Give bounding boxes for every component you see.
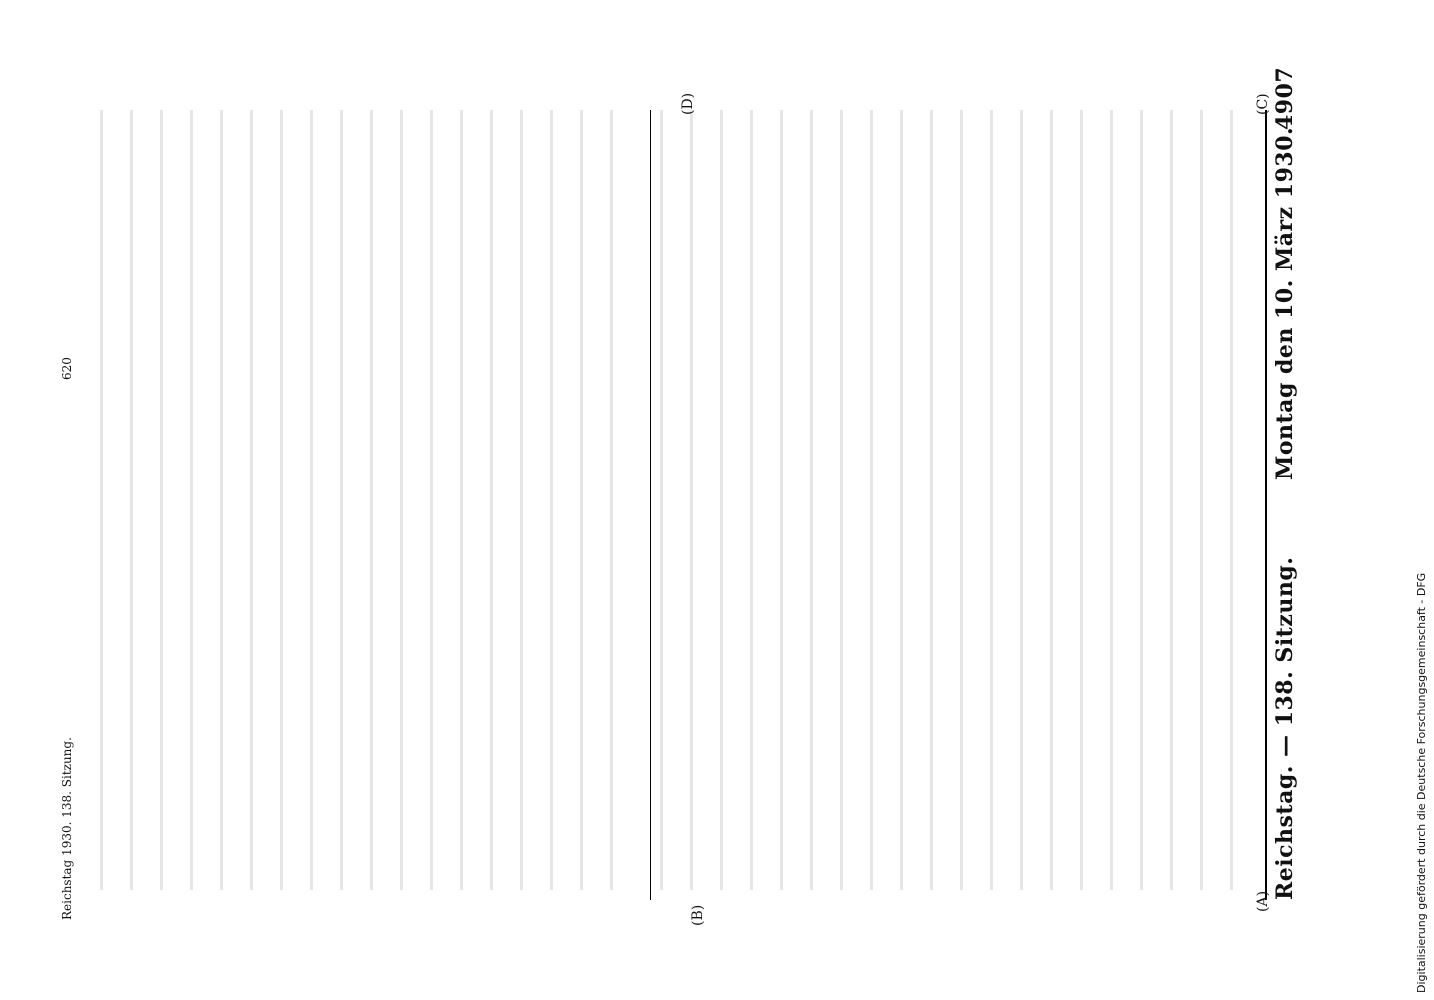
running-header-date: Montag den 10. März 1930. [1272, 126, 1298, 480]
text-column-left [100, 110, 640, 890]
margin-marker-d: (D) [680, 92, 696, 115]
header-rule [1265, 110, 1267, 900]
footer-note: Reichstag 1930. 138. Sitzung. [60, 737, 74, 920]
margin-marker-a: (A) [1255, 890, 1271, 912]
document-page [60, 66, 1320, 940]
column-divider [650, 110, 651, 900]
margin-marker-c: (C) [1255, 93, 1271, 115]
margin-marker-b: (B) [690, 904, 706, 926]
page-number: 4907 [1272, 66, 1298, 130]
digitization-credit: Digitalisierung gefördert durch die Deutsche Forschungsgemeinschaft - DFG [1415, 572, 1428, 993]
running-header-left: Reichstag. — 138. Sitzung. [1272, 556, 1298, 900]
text-column-right [660, 110, 1240, 890]
sheet-number: 620 [60, 357, 74, 380]
